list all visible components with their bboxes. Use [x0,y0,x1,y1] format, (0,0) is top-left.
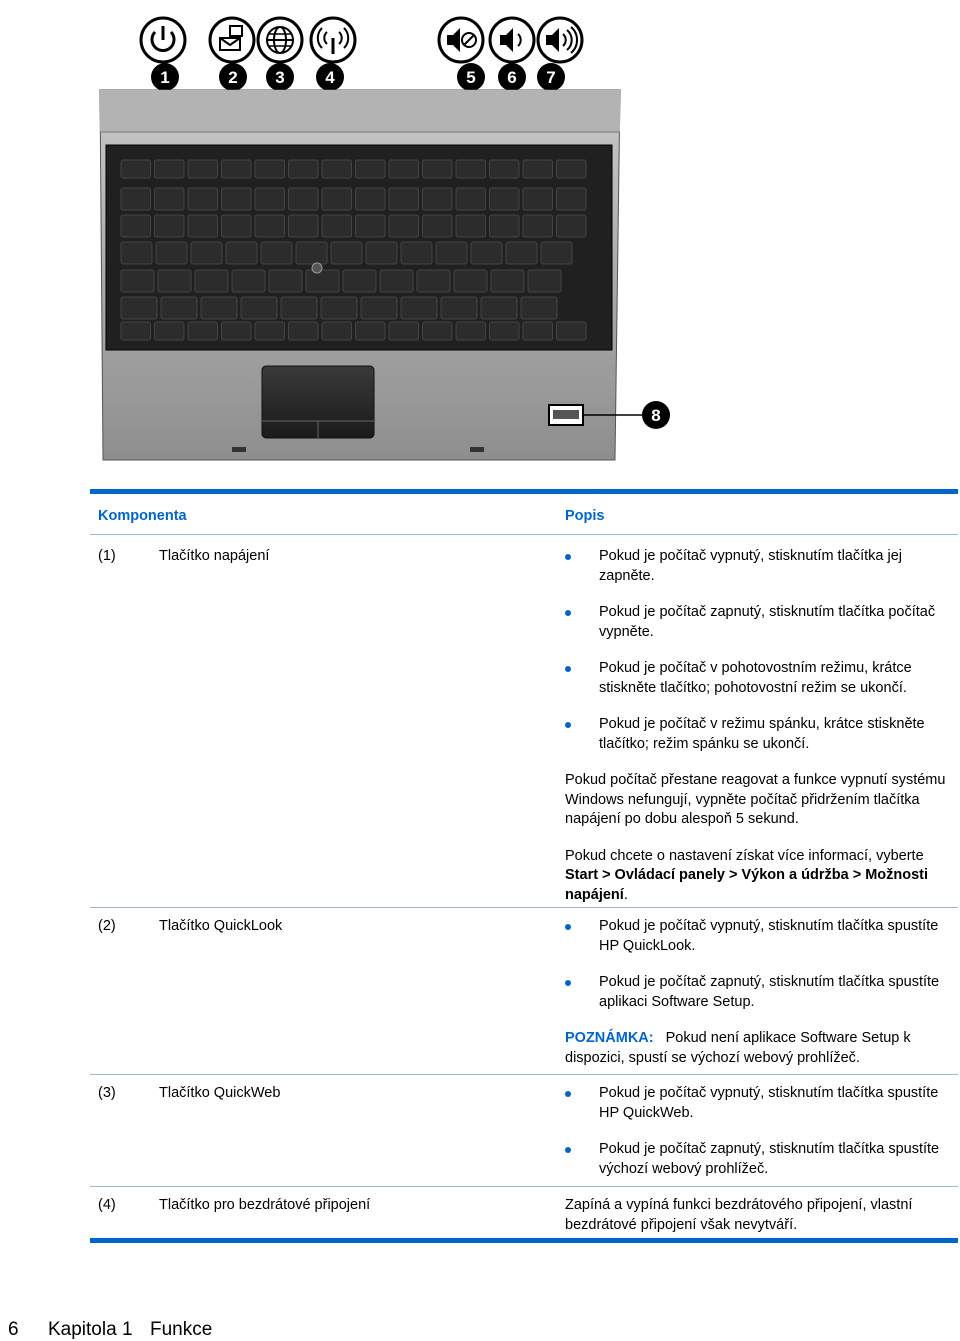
keyboard-key [523,215,553,237]
quickweb-icon [258,18,302,62]
power-icon [141,18,185,62]
keyboard-key [389,322,419,340]
callout-number: 8 [651,406,661,425]
note: POZNÁMKA: Pokud není aplikace Software Setup k dispozici, spustí se výchozí webový prohlížeč. [565,1030,911,1066]
keyboard-key [401,297,437,319]
keyboard-key [454,270,487,292]
component-table [90,489,958,1243]
keyboard-key [155,215,185,237]
keyboard-key [423,188,453,210]
row-description [565,908,955,1068]
keyboard-key [121,242,152,264]
laptop-top-figure [0,0,960,470]
list-item: Pokud je počítač zapnutý, stisknutím tlačítka spustíte aplikaci Software Setup. [565,973,955,1012]
keyboard-key [557,215,587,237]
keyboard-key [356,215,386,237]
callout-number: 5 [466,68,476,87]
keyboard-key [490,188,520,210]
keyboard-key [155,188,185,210]
keyboard-key [188,188,218,210]
row-description [565,535,955,905]
keyboard-key [188,160,218,178]
keyboard-key [456,160,486,178]
keyboard-key [156,242,187,264]
keyboard-key [441,297,477,319]
component-name: Tlačítko pro bezdrátové připojení [159,1197,371,1213]
keyboard-key [269,270,302,292]
keyboard-key [261,242,292,264]
keyboard-key [232,270,265,292]
header-description: Popis [565,508,605,524]
keyboard-key [121,160,151,178]
list-item: Pokud je počítač zapnutý, stisknutím tlačítka spustíte výchozí webový prohlížeč. [565,1140,955,1179]
keyboard-key [121,270,154,292]
keyboard-key [255,215,285,237]
keyboard-key [356,160,386,178]
keyboard-key [255,188,285,210]
keyboard-key [417,270,450,292]
keyboard-key [296,242,327,264]
keyboard-key [322,188,352,210]
keyboard-key [366,242,397,264]
chapter-label: Kapitola 1 [48,1319,133,1340]
list-item: Pokud je počítač vypnutý, stisknutím tlačítka jej zapněte. [565,547,955,586]
keyboard-key [321,297,357,319]
quicklook-icon [210,18,254,62]
keyboard-key [121,188,151,210]
keyboard-key [523,322,553,340]
keyboard-key [322,215,352,237]
row-number: (1) [98,548,116,564]
volume-up-icon [538,18,582,62]
keyboard-key [331,242,362,264]
callout-number: 1 [160,68,170,87]
keyboard-key [222,188,252,210]
keyboard-key [557,160,587,178]
page-number: 6 [8,1319,19,1340]
keyboard-key [255,160,285,178]
table-row [90,1075,958,1187]
keyboard-key [201,297,237,319]
table-header [90,494,958,535]
keyboard-key [356,188,386,210]
list-item: Pokud je počítač v pohotovostním režimu, krátce stiskněte tlačítko; pohotovostní režim se ukončí. [565,659,955,698]
keyboard-key [356,322,386,340]
keyboard-key [456,322,486,340]
keyboard-key [557,322,587,340]
wireless-icon [311,18,355,62]
keyboard-key [306,270,339,292]
keyboard-key [188,215,218,237]
keyboard-key [389,160,419,178]
keyboard-key [158,270,191,292]
table-row [90,535,958,908]
keyboard-key [506,242,537,264]
keyboard-key [322,160,352,178]
keyboard-key [521,297,557,319]
callout-number: 7 [546,68,556,87]
keyboard-key [436,242,467,264]
pointing-stick [312,263,322,273]
keyboard-key [161,297,197,319]
table-bottom-rule [90,1238,958,1243]
row-number: (3) [98,1085,116,1101]
keyboard-key [523,188,553,210]
note-label: POZNÁMKA: [565,1030,654,1046]
keyboard-key [322,322,352,340]
keyboard-key [289,215,319,237]
keyboard-key [557,188,587,210]
keyboard-key [121,297,157,319]
keyboard-key [401,242,432,264]
mute-icon [439,18,483,62]
list-item: Pokud je počítač vypnutý, stisknutím tlačítka spustíte HP QuickLook. [565,917,955,956]
keyboard-key [423,215,453,237]
component-name: Tlačítko QuickWeb [159,1085,281,1101]
keyboard-key [423,322,453,340]
keyboard-key [222,215,252,237]
keyboard-key [481,297,517,319]
keyboard-key [361,297,397,319]
keyboard-key [456,215,486,237]
list-item: Pokud je počítač vypnutý, stisknutím tlačítka spustíte HP QuickWeb. [565,1084,955,1123]
keyboard-key [541,242,572,264]
paragraph: Pokud počítač přestane reagovat a funkce vypnutí systému Windows nefungují, vypněte počítač přidržením tlačítka napájení po dobu alespoň 5 sekund. [565,772,946,827]
volume-down-icon [490,18,534,62]
callout-number: 2 [228,68,238,87]
keyboard-key [121,215,151,237]
keyboard-key [490,215,520,237]
list-item: Pokud je počítač v režimu spánku, krátce stiskněte tlačítko; režim spánku se ukončí. [565,715,955,754]
table-row [90,1187,958,1238]
list-item: Pokud je počítač zapnutý, stisknutím tlačítka počítač vypněte. [565,603,955,642]
keyboard-key [389,188,419,210]
keyboard-key [523,160,553,178]
keyboard-key [528,270,561,292]
row-number: (2) [98,918,116,934]
keyboard-key [380,270,413,292]
keyboard-key [491,270,524,292]
chapter-title: Funkce [150,1319,213,1340]
keyboard-key [255,322,285,340]
keyboard-key [226,242,257,264]
callout-number: 6 [507,68,517,87]
keyboard-key [191,242,222,264]
keyboard-key [289,322,319,340]
menu-path: Start > Ovládací panely > Výkon a údržba > Možnosti napájení [565,867,929,903]
keyboard-key [241,297,277,319]
keyboard-key [281,297,317,319]
keyboard-key [222,160,252,178]
row-description: Zapíná a vypíná funkci bezdrátového připojení, vlastní bezdrátové připojení však nevytváří. [565,1197,913,1233]
keyboard-key [490,322,520,340]
keyboard-key [423,160,453,178]
row-description [565,1075,955,1179]
keyboard-key [188,322,218,340]
keyboard-key [456,188,486,210]
paragraph: Pokud chcete o nastavení získat více informací, vyberte Start > Ovládací panely > Výkon a údržba > Možnosti napájení. [565,847,929,903]
keyboard-key [471,242,502,264]
table-row [90,908,958,1075]
component-name: Tlačítko QuickLook [159,918,283,934]
keyboard-key [155,322,185,340]
keyboard-key [155,160,185,178]
keyboard-key [195,270,228,292]
header-component: Komponenta [98,508,187,524]
keyboard-key [389,215,419,237]
keyboard-key [289,188,319,210]
component-name: Tlačítko napájení [159,548,270,564]
callout-number: 3 [275,68,285,87]
keyboard-key [289,160,319,178]
keyboard-key [222,322,252,340]
keyboard-key [343,270,376,292]
keyboard-key [490,160,520,178]
row-number: (4) [98,1197,116,1213]
keyboard-key [121,322,151,340]
callout-number: 4 [325,68,335,87]
